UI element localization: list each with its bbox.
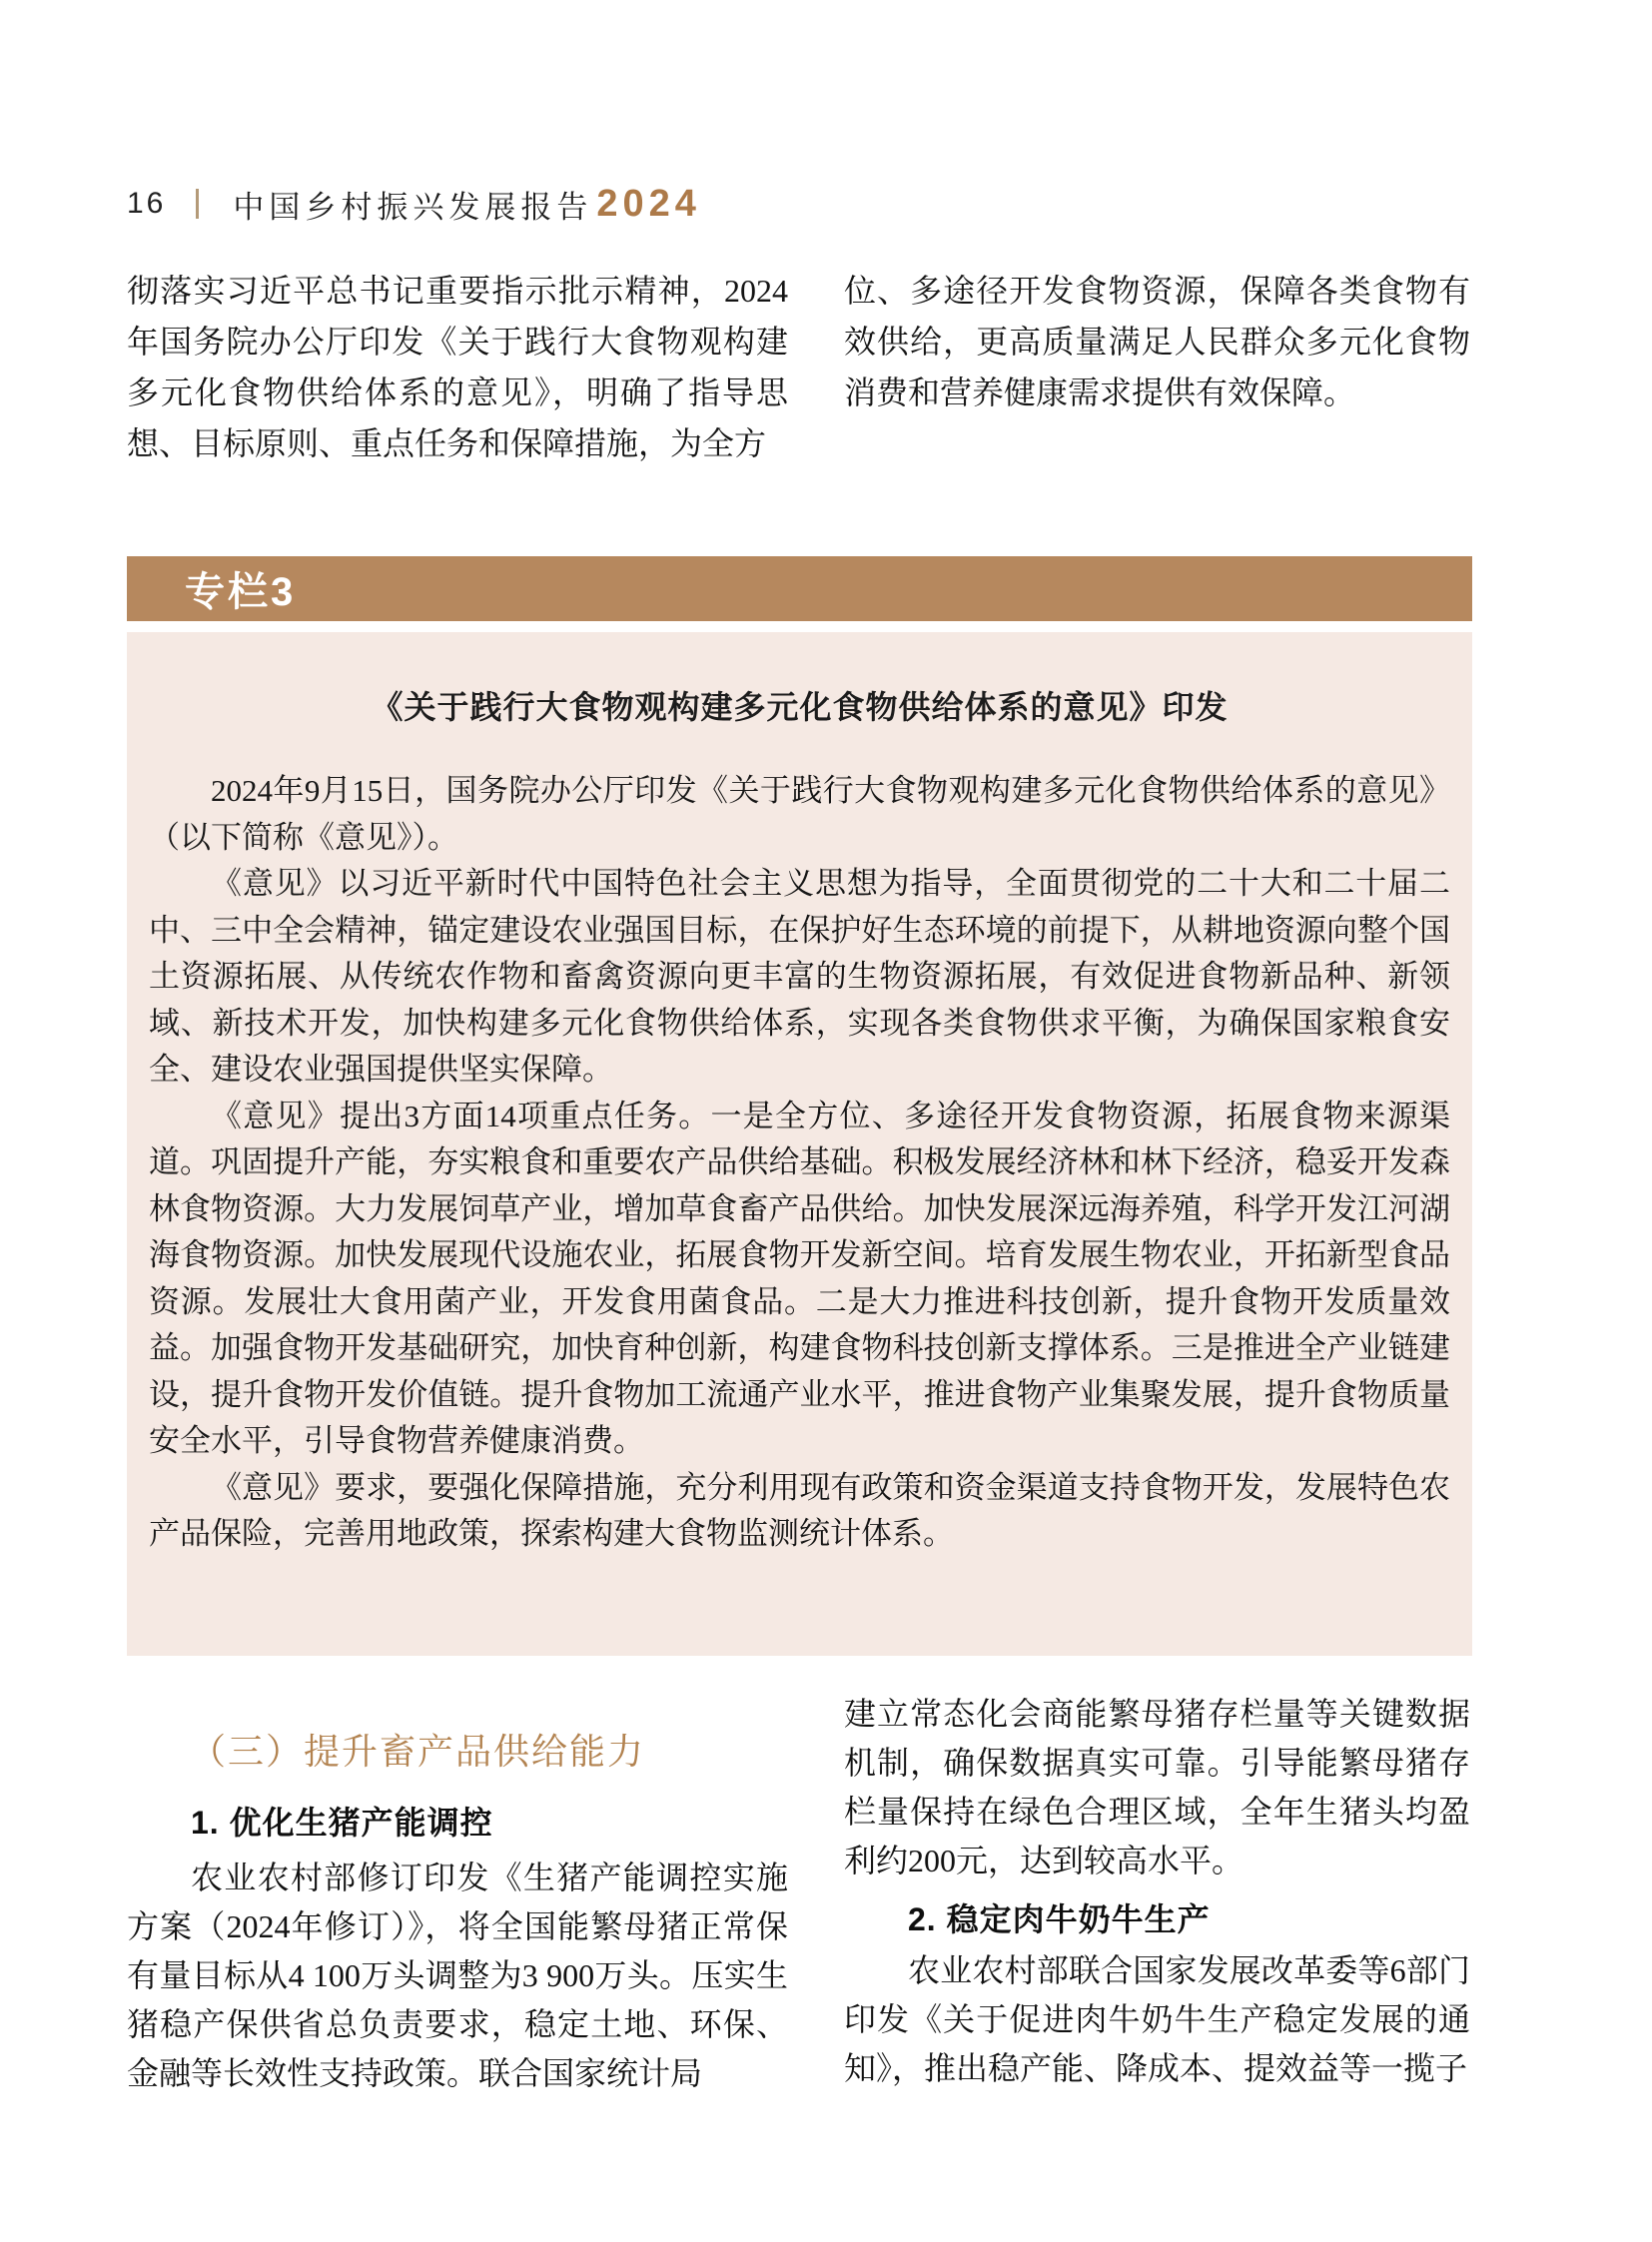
feature-box-title: 《关于践行大食物观构建多元化食物供给体系的意见》印发 [371,689,1229,725]
subsection-2-title: 2. 稳定肉牛奶牛生产 [908,1901,1211,1937]
subsection-1-title: 1. 优化生猪产能调控 [191,1805,493,1841]
right-column-continuation: 建立常态化会商能繁母猪存栏量等关键数据机制，确保数据真实可靠。引导能繁母猪存栏量保持在绿色合理区域，全年生猪头均盈利约200元，达到较高水平。 [844,1696,1470,1878]
section-heading: （三）提升畜产品供给能力 [190,1731,646,1772]
intro-left-column: 彻落实习近平总书记重要指示批示精神，2024年国务院办公厅印发《关于践行大食物观构建多元化食物供给体系的意见》，明确了指导思想、目标原则、重点任务和保障措施，为全方 [127,273,788,461]
feature-banner [127,556,1472,621]
feature-box-paragraph: 2024年9月15日，国务院办公厅印发《关于践行大食物观构建多元化食物供给体系的意见》（以下简称《意见》）。 [149,773,1450,855]
report-title: 中国乡村振兴发展报告 [233,189,593,225]
intro-right-column: 位、多途径开发食物资源，保障各类食物有效供给，更高质量满足人民群众多元化食物消费和营养健康需求提供有效保障。 [844,273,1470,410]
page-number: 16 [127,187,167,220]
feature-banner-label: 专栏3 [185,570,297,614]
report-year: 2024 [596,183,701,225]
feature-box-paragraph: 《意见》提出3方面14项重点任务。一是全方位、多途径开发食物资源，拓展食物来源渠道。巩固提升产能，夯实粮食和重要农产品供给基础。积极发展经济林和林下经济，稳妥开发森林食物资源。大力发展饲草产业，增加草食畜产品供给。加快发展深远海养殖，科学开发江河湖海食物资源。加快发展现代设施农业，拓展食物开发新空间。培育发展生物农业，开拓新型食品资源。发展壮大食用菌产业，开发食用菌食品。二是大力推进科技创新，提升食物开发质量效益。加强食物开发基础研究，加快育种创新，构建食物科技创新支撑体系。三是推进全产业链建设，提升食物开发价值链。提升食物加工流通产业水平，推进食物产业集聚发展，提升食物质量安全水平，引导食物营养健康消费。 [149,1098,1450,1458]
feature-box-paragraph: 《意见》以习近平新时代中国特色社会主义思想为指导，全面贯彻党的二十大和二十届二中、三中全会精神，锚定建设农业强国目标，在保护好生态环境的前提下，从耕地资源向整个国土资源拓展、从传统农作物和畜禽资源向更丰富的生物资源拓展，有效促进食物新品种、新领域、新技术开发，加快构建多元化食物供给体系，实现各类食物供求平衡，为确保国家粮食安全、建设农业强国提供坚实保障。 [149,866,1450,1087]
subsection-2-paragraph: 农业农村部联合国家发展改革委等6部门印发《关于促进肉牛奶牛生产稳定发展的通知》，推出稳产能、降成本、提效益等一揽子 [844,1952,1470,2086]
header-divider [196,189,199,219]
subsection-1-paragraph: 农业农村部修订印发《生猪产能调控实施方案（2024年修订）》，将全国能繁母猪正常保有量目标从4 100万头调整为3 900万头。压实生猪稳产保供省总负责要求，稳定土地、环保、金融等长效性支持政策。联合国家统计局 [127,1860,788,2091]
page-header [127,183,701,225]
section-right-column [844,1690,1470,2093]
feature-box-paragraph: 《意见》要求，要强化保障措施，充分利用现有政策和资金渠道支持食物开发，发展特色农产品保险，完善用地政策，探索构建大食物监测统计体系。 [149,1469,1450,1551]
feature-box [127,632,1472,1656]
